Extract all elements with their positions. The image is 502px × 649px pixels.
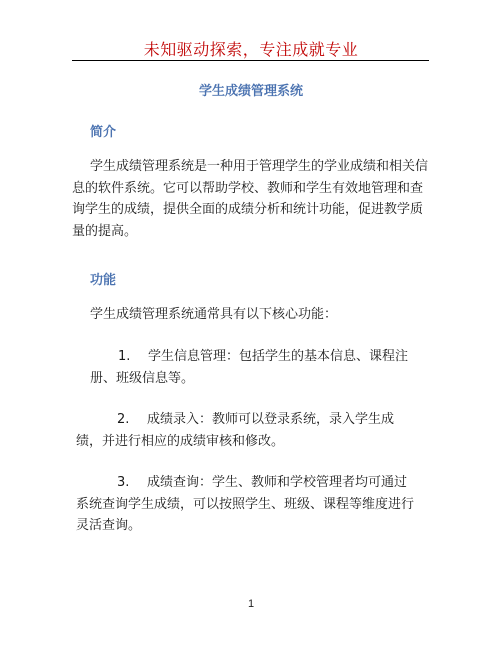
intro-paragraph: [72, 156, 429, 242]
list-item: [90, 346, 414, 389]
list-item: [76, 472, 414, 537]
page-number: 1: [247, 598, 255, 610]
list-item-text: 成绩录入：教师可以登录系统，录入学生成绩，并进行相应的成绩审核和修改。: [76, 412, 395, 449]
list-item: [76, 409, 414, 452]
list-item-number: 2.: [117, 412, 130, 427]
header-divider: [72, 60, 429, 61]
intro-paragraph-text: 学生成绩管理系统是一种用于管理学生的学业成绩和相关信息的软件系统。它可以帮助学校、教师和学生有效地管理和查询学生的成绩，提供全面的成绩分析和统计功能，促进教学质量的提高。: [72, 159, 429, 239]
features-paragraph: [72, 304, 429, 326]
page-header-text: 未知驱动探索，专注成就专业: [143, 40, 359, 59]
list-item-number: 1.: [118, 349, 131, 364]
section-heading-intro: 简介: [90, 125, 117, 140]
features-paragraph-text: 学生成绩管理系统通常具有以下核心功能：: [90, 307, 338, 322]
list-item-number: 3.: [117, 475, 130, 490]
document-title: 学生成绩管理系统: [198, 84, 303, 99]
section-heading-features: 功能: [90, 273, 117, 288]
list-item-text: 学生信息管理：包括学生的基本信息、课程注册、班级信息等。: [90, 349, 409, 386]
list-item-text: 成绩查询：学生、教师和学校管理者均可通过系统查询学生成绩，可以按照学生、班级、课程等维度进行灵活查询。: [76, 475, 415, 533]
